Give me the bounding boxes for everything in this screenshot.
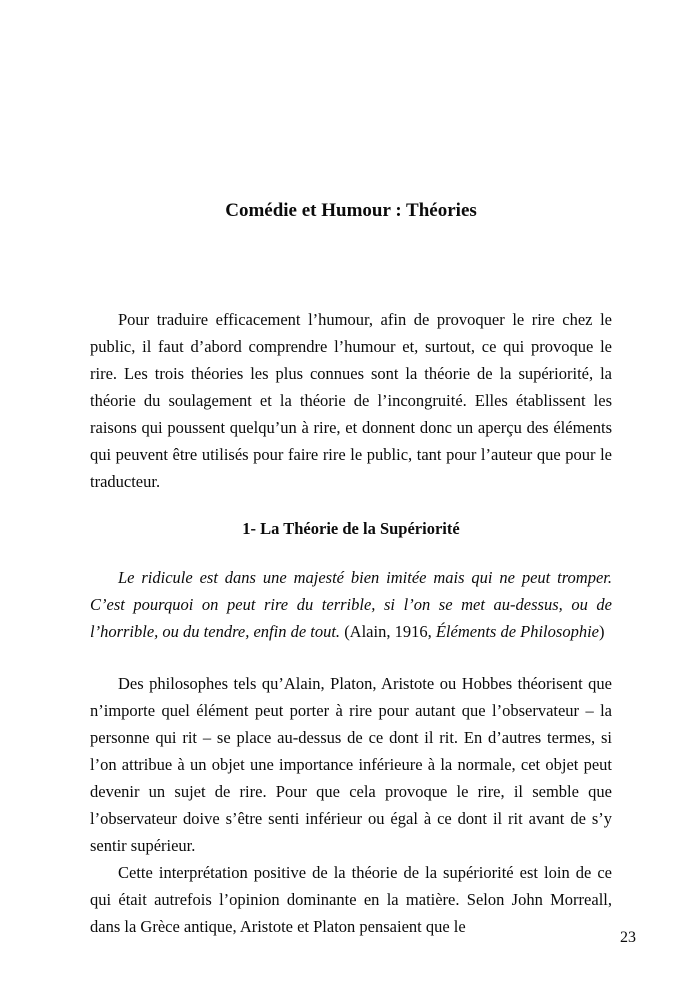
page-number: 23 bbox=[620, 929, 636, 946]
body-paragraph-2: Cette interprétation positive de la théorie de la supériorité est loin de ce qui était autrefois l’opinion dominante en la matière. Selon John Morreall, dans la Grèce antique, Aristote et Platon pensaient que le bbox=[90, 863, 612, 936]
quote-text: Le ridicule est dans une majesté bien imitée mais qui ne peut tromper. C’est pourquoi on peut rire du terrible, si l’on se met au-dessus, ou de l’horrible, ou du tendre, enfin de tout. bbox=[90, 568, 612, 641]
body-paragraph-1: Des philosophes tels qu’Alain, Platon, Aristote ou Hobbes théorisent que n’importe quel élément peut porter à rire pour autant que l’observateur – la personne qui rit – se place au-dessus de ce dont il rit. En d’autres termes, si l’on attribue à un objet une importance inférieure à la normale, cet objet peut devenir un sujet de rire. Pour que cela provoque le rire, il semble que l’observateur doive s’être senti inférieur ou égal à ce dont il rit avant de s’y sentir supérieur. bbox=[90, 674, 612, 855]
quote-citation-title: Éléments de Philosophie bbox=[435, 622, 599, 641]
page-title: Comédie et Humour : Théories bbox=[225, 200, 477, 221]
block-quote bbox=[90, 564, 612, 645]
section-heading-superiority: 1- La Théorie de la Supériorité bbox=[242, 519, 460, 538]
intro-paragraph: Pour traduire efficacement l’humour, afin de provoquer le rire chez le public, il faut d’abord comprendre l’humour et, surtout, ce qui provoque le rire. Les trois théories les plus connues sont la théorie de la supériorité, la théorie du soulagement et la théorie de l’incongruité. Elles établissent les raisons qui poussent quelqu’un à rire, et donnent donc un aperçu des éléments qui peuvent être utilisés pour faire rire le public, tant pour l’auteur que pour le traducteur. bbox=[90, 310, 612, 491]
quote-citation-prefix: (Alain, 1916, bbox=[340, 622, 436, 641]
quote-citation-suffix: ) bbox=[598, 622, 605, 641]
